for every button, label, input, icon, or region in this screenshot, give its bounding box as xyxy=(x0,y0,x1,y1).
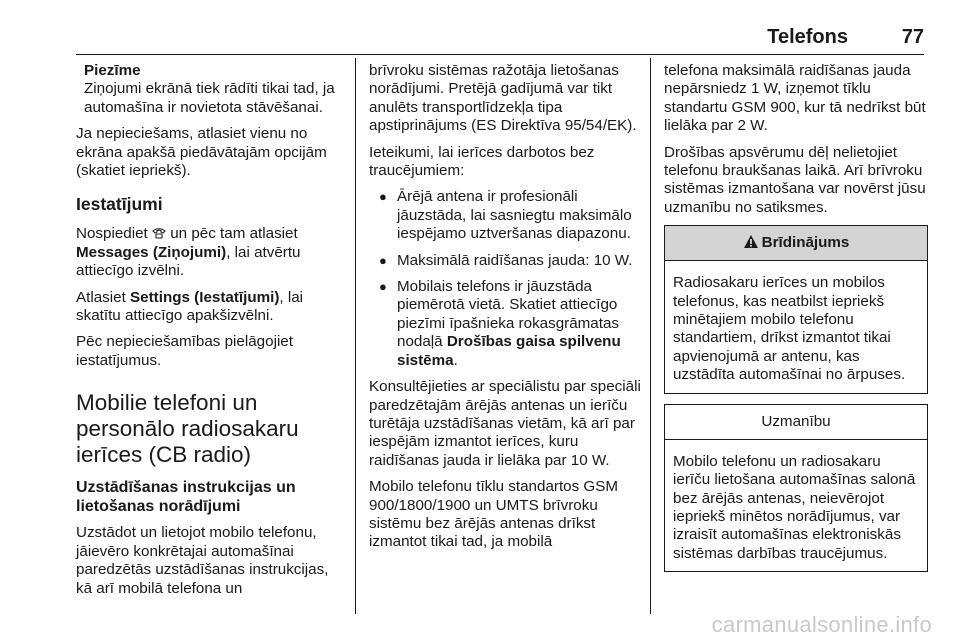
section-title: Telefons xyxy=(767,26,848,48)
warning-text: Radiosakaru ierīces un mobilos telefonus, kas neatbilst iepriekš minētajiem mobilo telefonu standartiem, drīkst izmantot tikai apvienojumā ar antenu, kas uzstādīta automašīnai no ārpuses. xyxy=(673,274,906,384)
heading-settings: Iestatījumi xyxy=(76,194,163,215)
paragraph: telefona maksimālā raidīšanas jauda nepārsniedz 1 W, izņemot tīklu standartu GSM 900, kur tā nedrīkst būt lielāka par 2 W. xyxy=(664,62,926,135)
paragraph: Drošības apsvērumu dēļ nelietojiet telefonu braukšanas laikā. Arī brīvroku sistēmas izmantošana var novērst jūsu uzmanību no satiksmes. xyxy=(664,143,926,216)
paragraph: Ja nepieciešams, atlasiet vienu no ekrāna apakšā piedāvātajām opcijām (skatiet iepriekš). xyxy=(76,125,327,180)
menu-label: Settings (Iestatījumi) xyxy=(130,288,280,306)
warning-triangle-icon xyxy=(743,234,759,249)
menu-label: Messages (Ziņojumi) xyxy=(76,243,227,261)
paragraph xyxy=(76,225,346,280)
warning-box xyxy=(664,225,928,393)
text: , lai atvērtu attiecīgo izvēlni. xyxy=(76,243,301,280)
header-rule xyxy=(76,54,924,55)
text: un pēc tam atlasiet xyxy=(170,225,298,243)
page-header xyxy=(0,26,924,52)
phone-icon xyxy=(152,227,166,239)
list-item: ● Ārējā antena ir profesionāli jāuzstāda, lai sasniegtu maksimālo iespējamo uztveršanas diapazonu. xyxy=(369,188,641,243)
column-3 xyxy=(664,62,928,582)
heading-mobile-phones: Mobilie telefoni un personālo radiosakaru ierīces (CB radio) xyxy=(76,390,299,468)
watermark: carmanualsonline.info xyxy=(711,612,932,637)
subheading-installation: Uzstādīšanas instrukcijas un lietošanas norādījumi xyxy=(76,479,296,516)
text: Mobilais telefons ir jāuzstāda piemērotā vietā. Skatiet attiecīgo piezīmi īpašnieka rokasgrāmatas nodaļā xyxy=(397,278,620,351)
paragraph: Konsultējieties ar speciālistu par speciāli paredzētajām ārējās antenas un ierīču turētāja uzstādīšanas vietām, kā arī par iespējām izmantot ierīces, kuru raidīšanas jauda ir lielāka par 10 W. xyxy=(369,378,641,469)
paragraph: Mobilo telefonu tīklu standartos GSM 900/1800/1900 un UMTS brīvroku sistēmu bez ārējās antenas drīkst izmantot tikai tad, ja mobilā xyxy=(369,478,619,551)
column-2 xyxy=(369,62,641,560)
paragraph: brīvroku sistēmas ražotāja lietošanas norādījumi. Pretējā gadījumā var tikt anulēts transportlīdzekļa tipa apstiprinājums (ES Direktīva 95/54/EK). xyxy=(369,62,637,135)
column-1 xyxy=(76,62,346,606)
note-block xyxy=(76,62,346,117)
text: . xyxy=(453,351,458,369)
paragraph xyxy=(76,289,346,326)
column-divider-1 xyxy=(355,58,356,614)
list-item xyxy=(369,278,641,370)
paragraph: Pēc nepieciešamības pielāgojiet iestatījumus. xyxy=(76,333,293,369)
page-number: 77 xyxy=(901,26,924,48)
recommendation-list xyxy=(369,188,641,370)
note-title: Piezīme xyxy=(84,62,141,79)
note-text: Ziņojumi ekrānā tiek rādīti tikai tad, ja automašīna ir novietota stāvēšanai. xyxy=(84,80,335,116)
caution-title: Uzmanību xyxy=(665,405,927,440)
warning-title: Brīdinājums xyxy=(761,234,850,252)
list-item: ● Maksimālā raidīšanas jauda: 10 W. xyxy=(369,252,641,270)
text: , lai skatītu attiecīgo apakšizvēlni. xyxy=(76,288,304,325)
paragraph: Ieteikumi, lai ierīces darbotos bez traucējumiem: xyxy=(369,143,595,180)
caution-box xyxy=(664,404,928,572)
text: Atlasiet xyxy=(76,288,126,306)
chapter-reference: Drošības gaisa spilvenu sistēma xyxy=(397,333,621,369)
text: Nospiediet xyxy=(76,225,148,243)
warning-header xyxy=(665,226,927,261)
paragraph: Uzstādot un lietojot mobilo telefonu, jāievēro konkrētajai automašīnai paredzētās uzstādīšanas instrukcijas, kā arī mobilā telefona un xyxy=(76,524,329,597)
column-divider-2 xyxy=(650,58,651,614)
caution-text: Mobilo telefonu un radiosakaru ierīču lietošana automašīnas salonā bez ārējās antenas, neievērojot iepriekš minētos norādījumus, var izraisīt automašīnas elektroniskās sistēmas darbības traucējumus. xyxy=(673,452,916,562)
